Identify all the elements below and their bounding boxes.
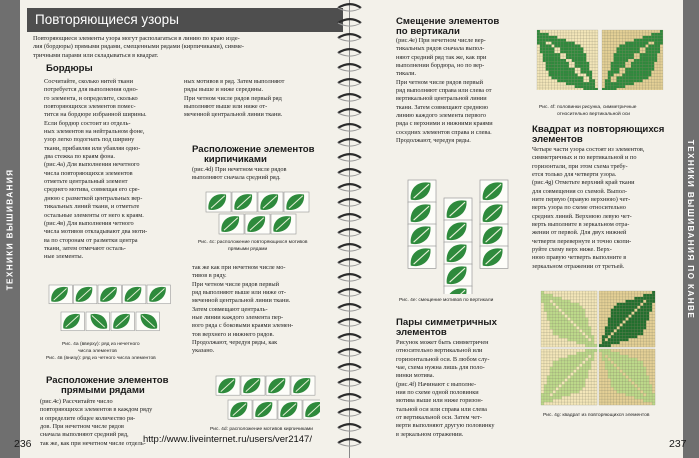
figure-4e — [404, 176, 518, 294]
leaf-motif — [123, 285, 146, 304]
caption-4c: Рис. 4с: расположение повторяющихся мотивов прямыми рядами — [198, 240, 308, 253]
grid-tile — [541, 349, 597, 405]
heading-brick: Расположение элементов кирпичиками — [192, 144, 315, 166]
binding-ring-shadow — [338, 23, 361, 26]
leaf-motif-group — [49, 285, 170, 331]
grid-tile — [541, 291, 597, 347]
binding-ring-shadow — [338, 38, 361, 41]
binding-ring — [338, 154, 361, 158]
leaf-motif — [253, 400, 277, 419]
figure-4a-4b — [46, 283, 176, 339]
binding-ring — [338, 79, 361, 83]
binding-ring-shadow — [338, 338, 361, 341]
binding-ring-shadow — [338, 443, 361, 446]
binding-ring — [338, 139, 361, 143]
section-tab-left: ТЕХНИКИ ВЫШИВАНИЯ — [0, 0, 20, 458]
leaf-motif — [86, 312, 109, 331]
binding-ring — [338, 49, 361, 53]
vertical-text: (рис.4е) При нечетном числе вер- тикальных рядов сначала выпол- няют средний ряд так же, как при выполнении бордюра, но по вер- тикали. При четном числе рядов первый ряд выполняют справа или слева от вертикальной центральной линии ткани. Затем совмещают среднюю линию каждого элемента первого ряда с верхними и нижними краями соседних элементов справа и слева. Продолжают, чередуя ряды. — [396, 37, 493, 145]
binding-ring-shadow — [338, 248, 361, 251]
borders-text-col1: Сосчитайте, сколько нитей ткани потребуется для выполнения одно- го элемента, и определите, сколько повторяющихся элементов помес- тится на бордюре избранной ширины. Если бордюр состоит из отдель- ных элементов на нейтральном фоне, узор легко подогнать под ширину ткани, прибавляя или убавляя одно- два стежка по краям фона. (рис.4а) Для выполнения нечетного числа повторяющихся элементов отметьте центральный элемент среднего мотива, совмещая его сре- днюю с разметкой центральных вер- тикальных линий ткани, и отметьте остальные элементы от него к краям. (рис.4в) Для выполнения четного числа мотивов откладывают два моти- ва по сторонам от разметки центра ткани, затем отмечают осталь- ные элементы. — [44, 78, 148, 261]
grid-tile — [599, 291, 655, 347]
leaf-motif — [480, 202, 508, 224]
binding-ring-shadow — [338, 188, 361, 191]
binding-ring — [338, 4, 361, 8]
binding-ring-shadow — [338, 323, 361, 326]
rows-text: (рис.4с) Рассчитайте число повторяющихся элементов в каждом ряду и определите общее количество ря- дов. При нечетном числе рядов сначала выполняют средний ряд, так же, как при нечетном числе отдель- — [40, 398, 153, 447]
leaf-motif — [408, 180, 436, 202]
leaf-motif — [444, 220, 472, 242]
borders-text-col2: ных мотивов в ряд. Затем выполняют ряды выше и ниже середины. При четном числе рядов первый ряд выполняют выше или ниже от- меченной центральной линии ткани. — [184, 78, 285, 119]
binding-ring — [338, 94, 361, 98]
binding-ring-shadow — [338, 113, 361, 116]
leaf-motif-group — [206, 192, 309, 234]
brick-text-1: (рис.4d) При нечетном числе рядов выполняют сначала средний ряд. — [192, 166, 287, 182]
figure-4g-grid — [537, 289, 665, 407]
binding-ring-shadow — [338, 203, 361, 206]
leaf-motif — [271, 214, 296, 234]
spiral-binding — [336, 0, 363, 458]
leaf-motif-group — [216, 376, 320, 419]
binding-ring-shadow — [338, 308, 361, 311]
leaf-motif — [61, 312, 84, 331]
binding-ring — [338, 274, 361, 278]
watermark-url: http://www.liveinternet.ru/users/ver2147/ — [143, 434, 312, 445]
leaf-motif — [291, 376, 315, 395]
page-number-right: 237 — [669, 438, 687, 450]
binding-ring-shadow — [338, 413, 361, 416]
section-tab-right: ТЕХНИКИ ВЫШИВАНИЯ ПО КАНВЕ — [683, 0, 699, 458]
binding-ring — [338, 409, 361, 413]
binding-ring-shadow — [338, 353, 361, 356]
leaf-motif — [266, 376, 290, 395]
brick-text-2: так же как при нечетном числе мо- тивов в ряду. При четном числе рядов первый ряд выполняют выше или ниже от- меченной центральной линии ткани. Затем совмещают централь- ные линии каждого элемента пер- вого ряда с боковыми краями элемен- тов верхнего и нижнего рядов. Продолжают, чередуя ряды, как указано. — [192, 264, 294, 355]
leaf-motif — [219, 214, 244, 234]
binding-ring — [338, 319, 361, 323]
binding-ring-shadow — [338, 278, 361, 281]
binding-ring-shadow — [338, 398, 361, 401]
figure-4c — [202, 188, 312, 236]
binding-ring — [338, 214, 361, 218]
page-number-left: 236 — [14, 438, 32, 450]
binding-ring — [338, 244, 361, 248]
binding-ring-shadow — [338, 83, 361, 86]
binding-ring-shadow — [338, 293, 361, 296]
leaf-motif — [206, 192, 231, 212]
pairs-text: Рисунок может быть симметричен относительно вертикальной или горизонтальной оси. В любом слу- чае, схема нужна лишь для поло- винки мотива. (рис.4f) Начинают с выполне- ния по схеме одной половинки мотива выше или ниже горизон- тальной оси или справа или слева от вертикальной оси. Затем чет- верти выполняют другую половинку в зеркальном отражении. — [396, 339, 495, 438]
binding-ring-shadow — [338, 128, 361, 131]
binding-ring-shadow — [338, 233, 361, 236]
binding-ring — [338, 349, 361, 353]
leaf-motif — [480, 246, 508, 268]
leaf-motif — [408, 246, 436, 268]
grid-tile — [602, 30, 663, 90]
page-title: Повторяющиеся узоры — [27, 8, 343, 32]
binding-ring — [338, 439, 361, 443]
leaf-motif-group — [408, 180, 508, 294]
leaf-motif — [216, 376, 240, 395]
leaf-motif — [284, 192, 309, 212]
heading-rows: Расположение элементов прямыми рядами — [46, 375, 169, 397]
leaf-motif — [408, 202, 436, 224]
square-text: Четыре части узора состоят из элементов, симметричных и по вертикальной и по горизонтали, при этом схема требу- ется только для четверти узора. (рис.4g) Отметьте верхний край ткани для совмещения со схемой. Выпол- ните первую (правую верхнюю) чет- верть узора по схеме относительно средних линий. Верхнюю левую чет- верть выполните в зеркальном отра- жении от первой. Для двух нижней четверти перевернуте и точно скопи- руйте схему верх ниже. Верх- нюю правую четверть выполните в зеркальном отражении от третьей. — [532, 146, 645, 270]
binding-ring — [338, 19, 361, 23]
heading-pairs: Пары симметричных элементов — [396, 317, 497, 339]
binding-ring-shadow — [338, 143, 361, 146]
binding-ring — [338, 304, 361, 308]
binding-ring-shadow — [338, 68, 361, 71]
leaf-motif — [245, 214, 270, 234]
caption-4a: Рис. 4а (вверху): ряд из нечетного числа элементов Рис. 4в (внизу): ряд из четного числа элементов — [46, 342, 156, 362]
binding-ring-shadow — [338, 368, 361, 371]
leaf-motif — [480, 224, 508, 246]
leaf-motif — [98, 285, 121, 304]
binding-ring-shadow — [338, 383, 361, 386]
binding-ring — [338, 289, 361, 293]
grid-tile — [599, 349, 655, 405]
leaf-motif — [408, 224, 436, 246]
intro-text: Повторяющиеся элементы узора могут располагаться в линию по краю изде- лия (бордюры) прямыми рядами, смещенными рядами (кирпичиками), симме- тричными парами или складываться в квадрат. — [33, 35, 244, 59]
leaf-motif — [49, 285, 72, 304]
binding-ring-shadow — [338, 158, 361, 161]
leaf-motif — [444, 286, 472, 294]
caption-4d: Рис. 4d: расположение мотивов кирпичиками — [210, 427, 314, 432]
binding-ring — [338, 34, 361, 38]
leaf-motif — [228, 400, 252, 419]
heading-borders: Бордюры — [46, 63, 93, 74]
leaf-motif — [136, 312, 159, 331]
leaf-motif — [444, 264, 472, 286]
binding-ring — [338, 124, 361, 128]
caption-4f: Рис. 4f: половинки рисунка, симметричные относительно вертикальной оси — [539, 105, 637, 118]
leaf-motif — [303, 400, 320, 419]
binding-ring — [338, 334, 361, 338]
binding-ring — [338, 259, 361, 263]
binding-ring-shadow — [338, 428, 361, 431]
caption-4e: Рис. 4е: смещение мотивов по вертикали — [399, 298, 494, 303]
binding-ring — [338, 64, 361, 68]
binding-ring — [338, 169, 361, 173]
leaf-motif — [232, 192, 257, 212]
leaf-motif — [444, 198, 472, 220]
leaf-motif — [480, 180, 508, 202]
binding-ring — [338, 424, 361, 428]
leaf-motif — [444, 242, 472, 264]
leaf-motif — [147, 285, 170, 304]
leaf-motif — [111, 312, 134, 331]
binding-ring-shadow — [338, 53, 361, 56]
binding-ring — [338, 184, 361, 188]
leaf-motif — [241, 376, 265, 395]
caption-4g: Рис. 4g: квадрат из повторяющихся элементов — [543, 413, 650, 418]
cross-stitch-grid — [537, 30, 663, 90]
leaf-motif — [74, 285, 97, 304]
binding-ring-shadow — [338, 263, 361, 266]
heading-square: Квадрат из повторяющихся элементов — [532, 124, 665, 146]
binding-ring — [338, 394, 361, 398]
right-page — [349, 0, 699, 458]
binding-ring — [338, 379, 361, 383]
binding-ring — [338, 229, 361, 233]
binding-ring-shadow — [338, 173, 361, 176]
figure-4d — [212, 372, 320, 424]
heading-vertical: Смещение элементов по вертикали — [396, 16, 500, 38]
figure-4f-grid — [535, 28, 667, 90]
binding-ring-shadow — [338, 98, 361, 101]
binding-ring-shadow — [338, 218, 361, 221]
cross-stitch-grid — [541, 291, 655, 405]
binding-ring-shadow — [338, 8, 361, 11]
binding-ring — [338, 364, 361, 368]
binding-ring — [338, 109, 361, 113]
binding-ring — [338, 199, 361, 203]
leaf-motif — [278, 400, 302, 419]
leaf-motif — [258, 192, 283, 212]
grid-tile — [537, 30, 598, 90]
left-page — [0, 0, 349, 458]
